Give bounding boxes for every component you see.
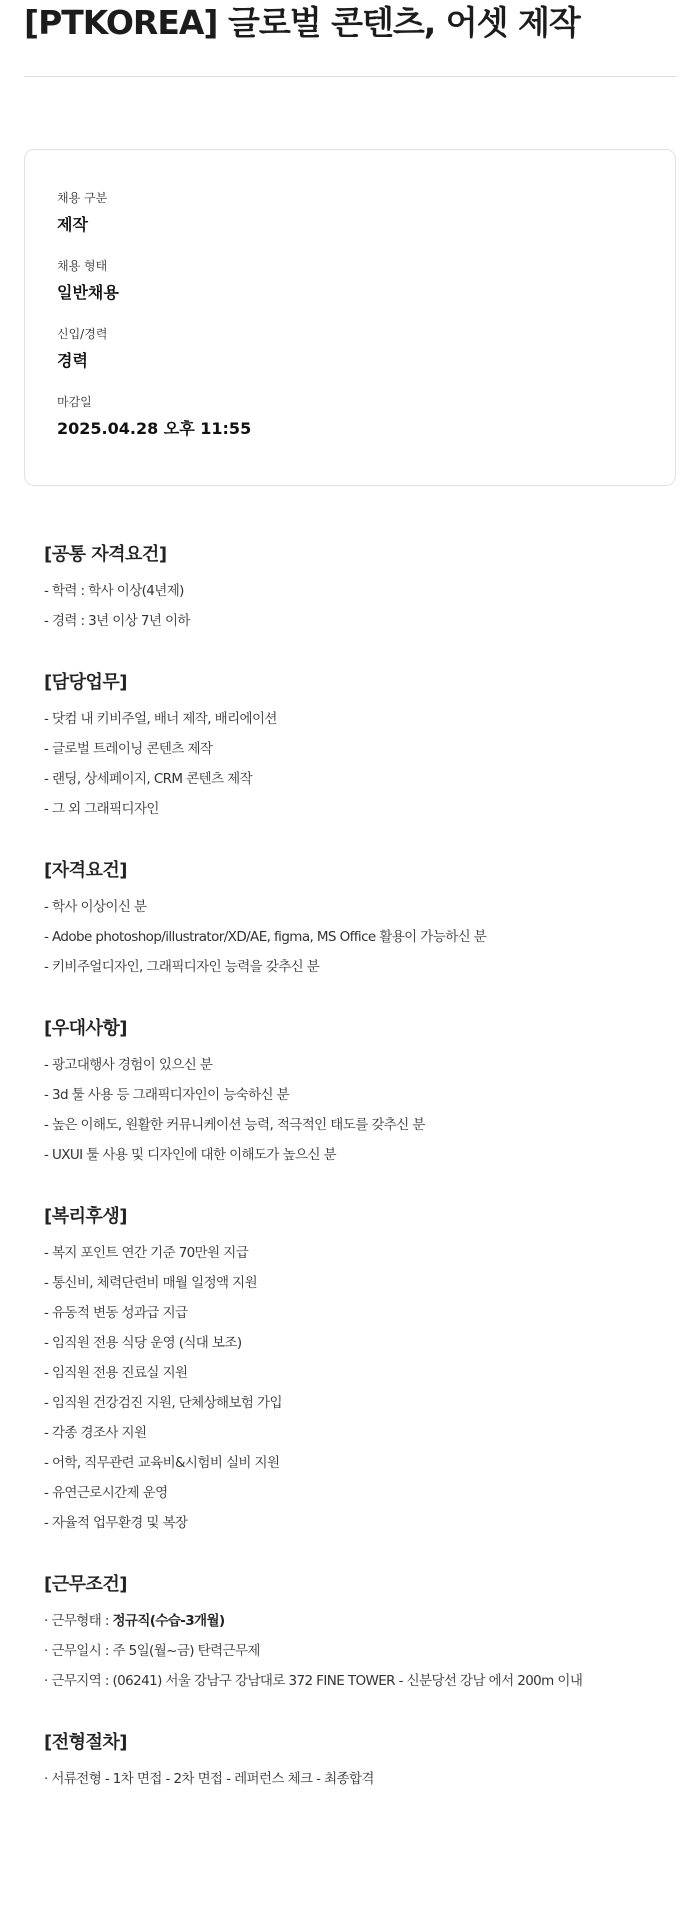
list-item: - 유연근로시간제 운영 bbox=[44, 1485, 168, 1501]
list-item: - 광고대행사 경험이 있으신 분 bbox=[44, 1057, 213, 1073]
section-title: [복리후생] bbox=[44, 1206, 128, 1227]
section-preferred bbox=[44, 1016, 656, 1170]
list-item: - 닷컴 내 키비주얼, 배너 제작, 배리에이션 bbox=[44, 711, 277, 727]
list-item: - 임직원 전용 진료실 지원 bbox=[44, 1365, 188, 1381]
section-title: [근무조건] bbox=[44, 1574, 128, 1595]
job-info-card bbox=[24, 149, 676, 486]
list-item bbox=[44, 1606, 656, 1636]
info-value: 2025.04.28 오후 11:55 bbox=[57, 419, 252, 438]
list-item: - Adobe photoshop/illustrator/XD/AE, figma, MS Office 활용이 가능하신 분 bbox=[44, 929, 487, 945]
info-item-employment-type bbox=[57, 258, 643, 304]
section-common-qualifications bbox=[44, 542, 656, 636]
list-item: - 자율적 업무환경 및 복장 bbox=[44, 1515, 188, 1531]
section-title: [공통 자격요건] bbox=[44, 544, 167, 565]
list-item: - 높은 이해도, 원활한 커뮤니케이션 능력, 적극적인 태도를 갖추신 분 bbox=[44, 1117, 425, 1133]
list-item: - 각종 경조사 지원 bbox=[44, 1425, 147, 1441]
list-item: · 서류전형 - 1차 면접 - 2차 면접 - 레퍼런스 체크 - 최종합격 bbox=[44, 1771, 374, 1787]
list-item: - UXUI 툴 사용 및 디자인에 대한 이해도가 높으신 분 bbox=[44, 1147, 337, 1163]
info-item-category bbox=[57, 190, 643, 236]
employment-type-label: · 근무형태 : bbox=[44, 1613, 113, 1629]
list-item: · 근무일시 : 주 5일(월~금) 탄력근무제 bbox=[44, 1643, 260, 1659]
list-item: - 학사 이상이신 분 bbox=[44, 899, 147, 915]
list-item: - 어학, 직무관련 교육비&시험비 실비 지원 bbox=[44, 1455, 280, 1471]
list-item: - 랜딩, 상세페이지, CRM 콘텐츠 제작 bbox=[44, 771, 253, 787]
section-process bbox=[44, 1730, 656, 1794]
list-item: - 임직원 전용 식당 운영 (식대 보조) bbox=[44, 1335, 242, 1351]
info-label: 채용 구분 bbox=[57, 191, 108, 205]
list-item: - 그 외 그래픽디자인 bbox=[44, 801, 159, 817]
info-label: 신입/경력 bbox=[57, 327, 108, 341]
info-label: 마감일 bbox=[57, 395, 92, 409]
info-value: 일반채용 bbox=[57, 283, 119, 302]
list-item: - 키비주얼디자인, 그래픽디자인 능력을 갖추신 분 bbox=[44, 959, 320, 975]
job-description bbox=[24, 486, 676, 1794]
section-conditions bbox=[44, 1572, 656, 1696]
section-duties bbox=[44, 670, 656, 824]
info-label: 채용 형태 bbox=[57, 259, 108, 273]
section-title: [자격요건] bbox=[44, 860, 128, 881]
list-item: - 임직원 건강검진 지원, 단체상해보험 가입 bbox=[44, 1395, 282, 1411]
section-requirements bbox=[44, 858, 656, 982]
section-title: [전형절차] bbox=[44, 1732, 128, 1753]
list-item: - 글로벌 트레이닝 콘텐츠 제작 bbox=[44, 741, 213, 757]
section-title: [우대사항] bbox=[44, 1018, 128, 1039]
info-value: 제작 bbox=[57, 215, 88, 234]
section-title: [담당업무] bbox=[44, 672, 128, 693]
info-item-experience bbox=[57, 326, 643, 372]
page-title: [PTKOREA] 글로벌 콘텐츠, 어셋 제작 bbox=[24, 3, 580, 42]
list-item: - 경력 : 3년 이상 7년 이하 bbox=[44, 613, 190, 629]
list-item: - 복지 포인트 연간 기준 70만원 지급 bbox=[44, 1245, 249, 1261]
title-divider bbox=[24, 76, 676, 77]
list-item: - 유동적 변동 성과급 지급 bbox=[44, 1305, 188, 1321]
info-item-deadline bbox=[57, 394, 643, 440]
info-value: 경력 bbox=[57, 351, 88, 370]
section-benefits bbox=[44, 1204, 656, 1538]
list-item: · 근무지역 : (06241) 서울 강남구 강남대로 372 FINE TOWER - 신분당선 강남 에서 200m 이내 bbox=[44, 1673, 583, 1689]
list-item: - 통신비, 체력단련비 매월 일정액 지원 bbox=[44, 1275, 258, 1291]
list-item: - 학력 : 학사 이상(4년제) bbox=[44, 583, 184, 599]
list-item: - 3d 툴 사용 등 그래픽디자인이 능숙하신 분 bbox=[44, 1087, 290, 1103]
employment-type-value: 정규직(수습-3개월) bbox=[112, 1613, 225, 1629]
